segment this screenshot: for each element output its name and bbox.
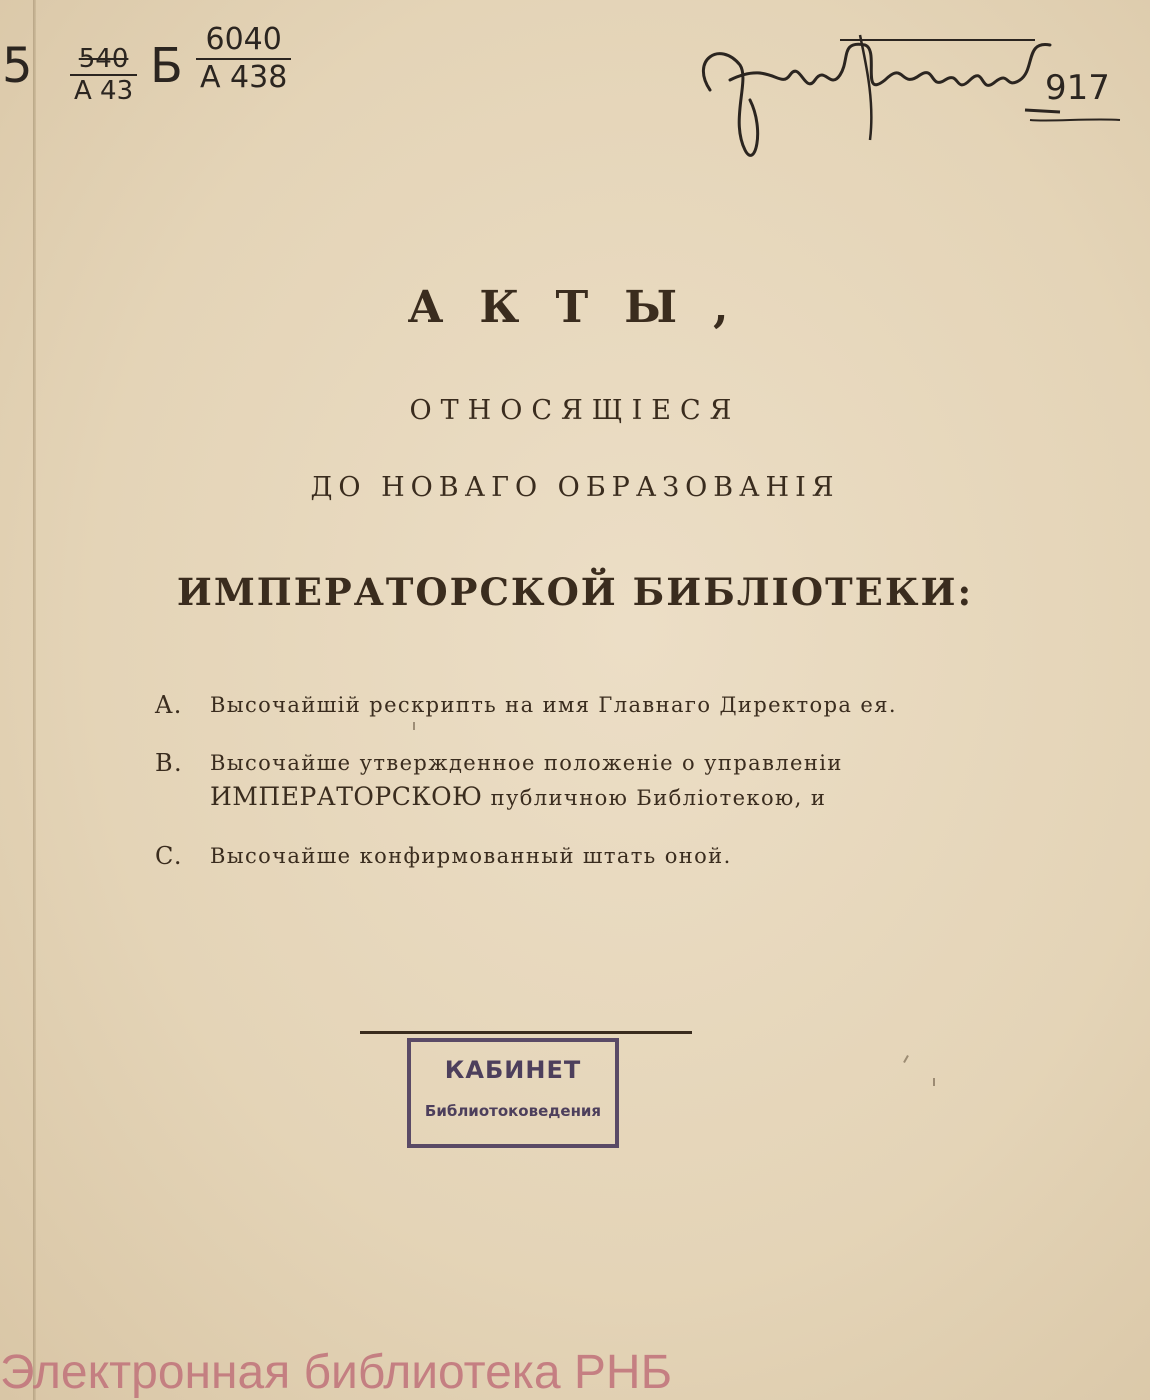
stamp-line-1: КАБИНЕТ	[444, 1056, 582, 1084]
shelfmark-fraction-2-denominator: А 438	[200, 60, 288, 95]
list-item-text-emphasis: ИМПЕРАТОРСКОЮ	[210, 782, 483, 811]
stamp-line-2: Библиотоковедения	[424, 1102, 602, 1120]
contents-list	[155, 688, 915, 897]
shelfmark-fraction-1-denominator: А 43	[74, 76, 134, 106]
subtitle-line-3: ИМПЕРАТОРСКОЙ БИБЛІОТЕКИ:	[176, 570, 974, 614]
page-title: АКТЫ,	[407, 282, 765, 333]
paper-speck	[933, 1078, 935, 1086]
shelfmark-fraction-1-numerator: 540	[70, 44, 137, 76]
shelfmark-fraction-2	[196, 22, 291, 96]
library-stamp	[407, 1038, 619, 1148]
list-item	[155, 839, 915, 873]
paper-speck	[903, 1055, 909, 1063]
list-item-text: Высочайше утвержденное положеніе о управленіи	[210, 751, 843, 775]
list-item-letter: A.	[155, 691, 183, 719]
list-item-text: публичною Библіотекою, и	[490, 786, 827, 810]
list-item-letter: B.	[155, 749, 184, 777]
list-item	[155, 688, 915, 722]
signature-number: 917	[1045, 68, 1110, 108]
list-item	[155, 746, 915, 815]
shelfmark-fraction-2-numerator: 6040	[196, 22, 291, 60]
shelfmark-letter: Б	[150, 38, 183, 94]
binding-line	[33, 0, 36, 1400]
library-watermark: Электронная библиотека РНБ	[0, 1346, 673, 1399]
list-item-letter: C.	[155, 842, 183, 870]
shelfmark-prefix: 5	[2, 38, 33, 94]
subtitle-line-2: ДО НОВАГО ОБРАЗОВАНІЯ	[310, 472, 840, 503]
shelfmark-fraction-1	[70, 44, 137, 106]
subtitle-line-1: ОТНОСЯЩІЕСЯ	[409, 395, 741, 426]
decorative-rule	[360, 1031, 692, 1034]
list-item-text: Высочайше конфирмованный штать оной.	[210, 844, 732, 868]
list-item-text: Высочайшій рескрипть на имя Главнаго Директора ея.	[210, 693, 897, 717]
paper-speck	[413, 722, 415, 730]
